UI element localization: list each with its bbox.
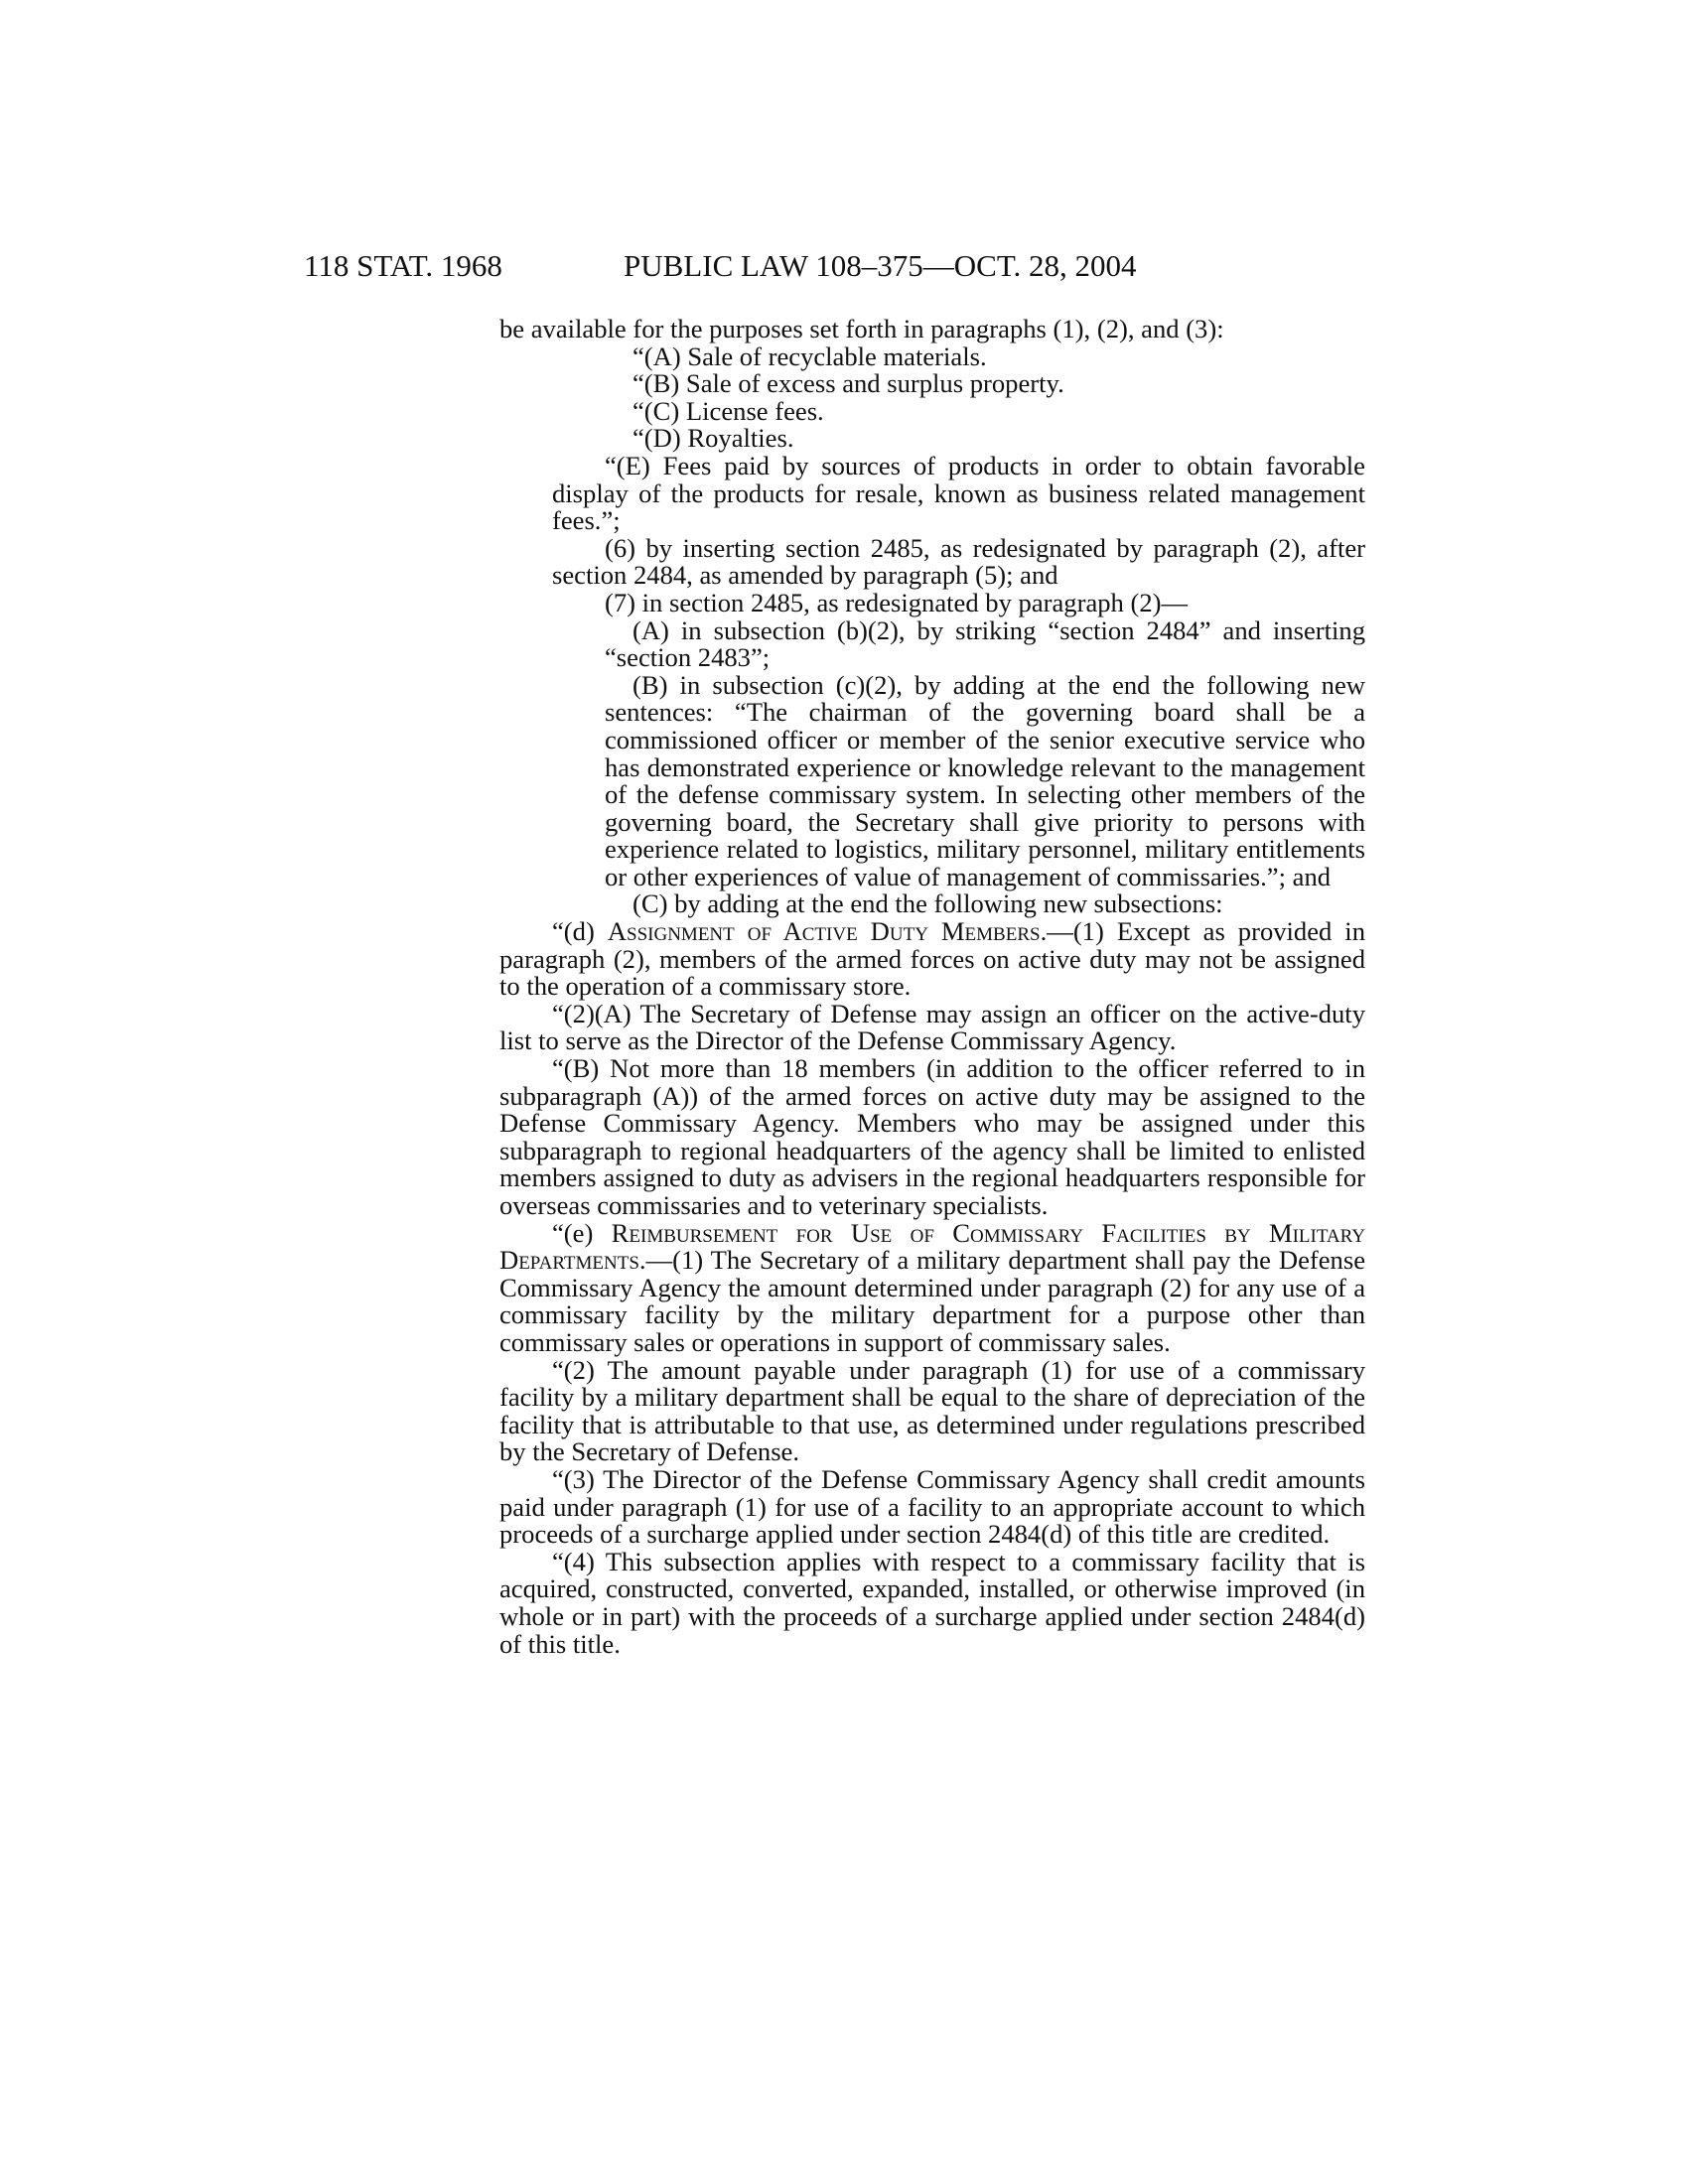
subsection-e-text: —(1) The Secretary of a military department shall pay the Defense Commissary Agency the amount determined under paragraph (2) for any use of a commissary facility by the military department for a purpose other than commissary sales or operations in support of commissary sales.	[499, 1245, 1365, 1357]
subsection-d-2a: “(2)(A) The Secretary of Defense may assign an officer on the active-duty list to serve as the Director of the Defense Commissary Agency.	[499, 998, 1365, 1056]
public-law-running-head: PUBLIC LAW 108–375—OCT. 28, 2004	[624, 248, 1137, 283]
paragraph-7: (7) in section 2485, as redesignated by paragraph (2)—	[605, 587, 1189, 617]
list-item-b: “(B) Sale of excess and surplus property.	[633, 368, 1064, 399]
subparagraph-c: (C) by adding at the end the following new subsections:	[633, 888, 1223, 919]
subsection-d-2b: “(B) Not more than 18 members (in addition to the officer referred to in subparagraph (A)) of the armed forces on active duty may be assigned to the Defense Commissary Agency. Members who may be assigned under this subparagraph to regional headquarters of the agency shall be limited to enlisted members assigned to duty as advisers in the regional headquarters responsible for overseas commissaries and to veterinary specialists.	[499, 1053, 1365, 1220]
statute-body-text	[499, 316, 1365, 1658]
list-item-d: “(D) Royalties.	[633, 423, 794, 454]
subsection-d-lead: “(d)	[552, 916, 608, 947]
subsection-e-4: “(4) This subsection applies with respect to a commissary facility that is acquired, constructed, converted, expanded, installed, or otherwise improved (in whole or in part) with the proceeds of a surcharge applied under section 2484(d) of this title.	[499, 1546, 1365, 1659]
subsection-d-text: —(1) Except as provided in paragraph (2), members of the armed forces on active duty may not be assigned to the operation of a commissary store.	[499, 916, 1365, 1002]
subsection-e-lead: “(e)	[552, 1217, 612, 1248]
paragraph-6: (6) by inserting section 2485, as redesignated by paragraph (2), after section 2484, as amended by paragraph (5); and	[552, 532, 1365, 591]
list-item-c: “(C) License fees.	[633, 395, 824, 426]
subsection-e-heading: Reimbursement for Use of Commissary Facilities by Military Departments.	[499, 1217, 1366, 1276]
paragraph-continuation: be available for the purposes set forth in paragraphs (1), (2), and (3):	[499, 314, 1224, 343]
statute-page-reference: 118 STAT. 1968	[304, 248, 502, 283]
subsection-e	[499, 1217, 1366, 1357]
subparagraph-a: (A) in subsection (b)(2), by striking “section 2484” and inserting “section 2483”;	[605, 614, 1365, 673]
list-item-a: “(A) Sale of recyclable materials.	[633, 341, 987, 371]
list-item-e: “(E) Fees paid by sources of products in order to obtain favorable display of the products for resale, known as business related management fees.”;	[552, 450, 1365, 536]
subsection-d-heading: Assignment of Active Duty Members.	[607, 916, 1048, 947]
subsection-e-3: “(3) The Director of the Defense Commissary Agency shall credit amounts paid under paragraph (1) for use of a facility to an appropriate account to which proceeds of a surcharge applied under section 2484(d) of this title are credited.	[499, 1463, 1365, 1550]
subsection-e-2: “(2) The amount payable under paragraph (1) for use of a commissary facility by a military department shall be equal to the share of depreciation of the facility that is attributable to that use, as determined under regulations prescribed by the Secretary of Defense.	[499, 1354, 1365, 1467]
subparagraph-b: (B) in subsection (c)(2), by adding at the end the following new sentences: “The chairman of the governing board shall be a commissioned officer or member of the senior executive service who has demonstrated experience or knowledge relevant to the management of the defense commissary system. In selecting other members of the governing board, the Secretary shall give priority to persons with experience related to logistics, military personnel, military entitlements or other experiences of value of management of commissaries.”; and	[605, 669, 1365, 891]
subsection-d	[499, 918, 1365, 1001]
